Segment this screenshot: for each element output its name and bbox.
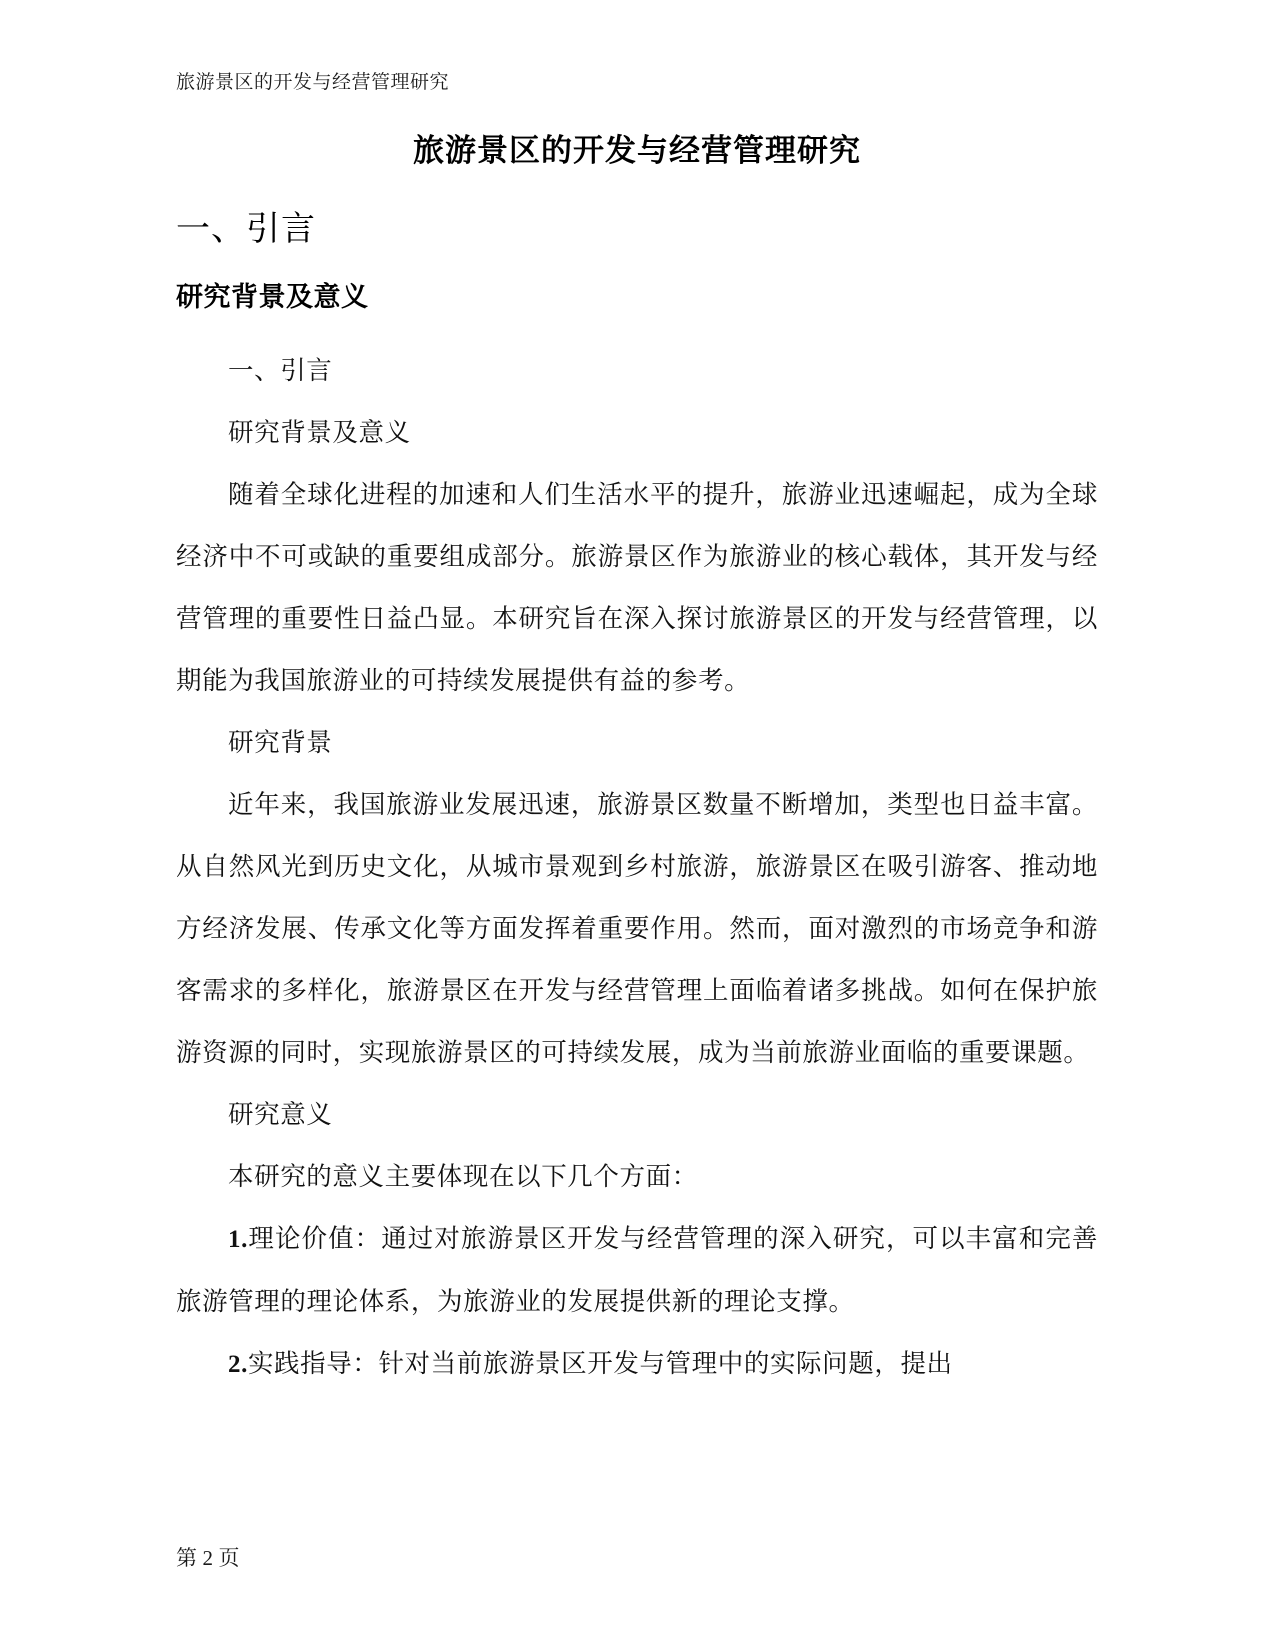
list-item bbox=[176, 1208, 1098, 1333]
footer-suffix: 页 bbox=[218, 1546, 240, 1570]
body-paragraph-3: 本研究的意义主要体现在以下几个方面： bbox=[228, 1162, 698, 1192]
list-item-text: 理论价值：通过对旅游景区开发与经营管理的深入研究，可以丰富和完善旅游管理的理论体系，为旅游业的发展提供新的理论支撑。 bbox=[176, 1224, 1098, 1317]
footer-page-number: 2 bbox=[202, 1546, 214, 1570]
list-item-text: 实践指导：针对当前旅游景区开发与管理中的实际问题，提出 bbox=[247, 1349, 953, 1379]
body-paragraph-1: 随着全球化进程的加速和人们生活水平的提升，旅游业迅速崛起，成为全球经济中不可或缺的重要组成部分。旅游景区作为旅游业的核心载体，其开发与经营管理的重要性日益凸显。本研究旨在深入探讨旅游景区的开发与经营管理，以期能为我国旅游业的可持续发展提供有益的参考。 bbox=[176, 480, 1098, 696]
list-item bbox=[176, 1333, 1098, 1396]
section-heading-level-2: 研究背景及意义 bbox=[176, 282, 369, 312]
running-header: 旅游景区的开发与经营管理研究 bbox=[176, 72, 450, 93]
page-title: 旅游景区的开发与经营管理研究 bbox=[413, 133, 861, 168]
section-heading-level-1: 一、引言 bbox=[176, 211, 316, 248]
body-text-block bbox=[176, 340, 1098, 1396]
list-item-number: 1. bbox=[228, 1226, 248, 1253]
list-item-number: 2. bbox=[228, 1351, 248, 1378]
footer-prefix: 第 bbox=[176, 1546, 198, 1570]
body-subheading-research-background: 研究背景 bbox=[228, 728, 333, 758]
body-line-intro-1: 一、引言 bbox=[228, 356, 333, 386]
body-paragraph-2: 近年来，我国旅游业发展迅速，旅游景区数量不断增加，类型也日益丰富。从自然风光到历史文化，从城市景观到乡村旅游，旅游景区在吸引游客、推动地方经济发展、传承文化等方面发挥着重要作用。然而，面对激烈的市场竞争和游客需求的多样化，旅游景区在开发与经营管理上面临着诸多挑战。如何在保护旅游资源的同时，实现旅游景区的可持续发展，成为当前旅游业面临的重要课题。 bbox=[176, 790, 1098, 1068]
page-footer bbox=[176, 1543, 1096, 1573]
body-subheading-research-significance: 研究意义 bbox=[228, 1100, 333, 1130]
body-line-intro-2: 研究背景及意义 bbox=[228, 418, 411, 448]
document-content bbox=[176, 128, 1098, 1396]
